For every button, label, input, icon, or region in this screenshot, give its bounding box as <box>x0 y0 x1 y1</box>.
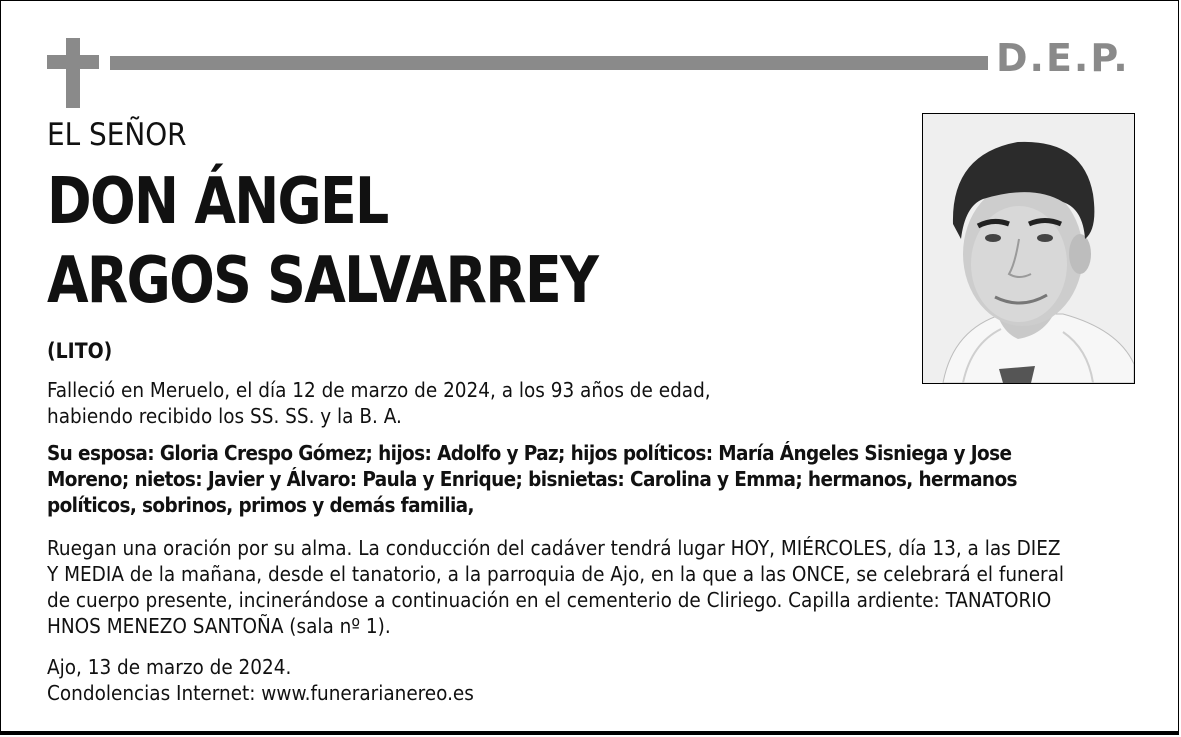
title-prefix: EL SEÑOR <box>47 117 187 153</box>
text-line: Falleció en Meruelo, el día 12 de marzo de 2024, a los 93 años de edad, <box>47 378 711 402</box>
date-line: Ajo, 13 de marzo de 2024. <box>47 655 292 679</box>
header-rule <box>110 56 988 70</box>
text-line: Su esposa: Gloria Crespo Gómez; hijos: Adolfo y Paz; hijos políticos: María Ángeles Sisniega y Jose <box>47 441 1012 465</box>
text-line: habiendo recibido los SS. SS. y la B. A. <box>47 404 402 428</box>
deceased-name-line2: ARGOS SALVARREY <box>47 244 598 318</box>
family-paragraph <box>47 440 1017 518</box>
dep-label: D.E.P. <box>996 36 1130 80</box>
nickname: (LITO) <box>47 339 113 363</box>
portrait-photo <box>922 113 1135 384</box>
text-line: de cuerpo presente, incinerándose a continuación en el cementerio de Cliriego. Capilla ardiente: TANATORIO <box>47 588 1052 612</box>
funeral-details-paragraph <box>47 535 1064 639</box>
closing-paragraph <box>47 654 474 706</box>
death-notice-paragraph <box>47 377 711 429</box>
text-line: HNOS MENEZO SANTOÑA (sala nº 1). <box>47 614 391 638</box>
portrait-image <box>923 114 1134 383</box>
cross-icon-bar <box>47 55 99 69</box>
deceased-name-line1: DON ÁNGEL <box>47 165 388 239</box>
text-line: Y MEDIA de la mañana, desde el tanatorio, a la parroquia de Ajo, en la que a las ONCE, se celebrará el funeral <box>47 562 1065 586</box>
text-line: Ruegan una oración por su alma. La conducción del cadáver tendrá lugar HOY, MIÉRCOLES, día 13, a las DIEZ <box>47 536 1061 560</box>
cross-icon <box>66 38 80 108</box>
condolences-line: Condolencias Internet: www.funerarianereo.es <box>47 681 474 705</box>
text-line: Moreno; nietos: Javier y Álvaro: Paula y Enrique; bisnietas: Carolina y Emma; hermanos, hermanos <box>47 467 1017 491</box>
text-line: políticos, sobrinos, primos y demás familia, <box>47 493 474 517</box>
